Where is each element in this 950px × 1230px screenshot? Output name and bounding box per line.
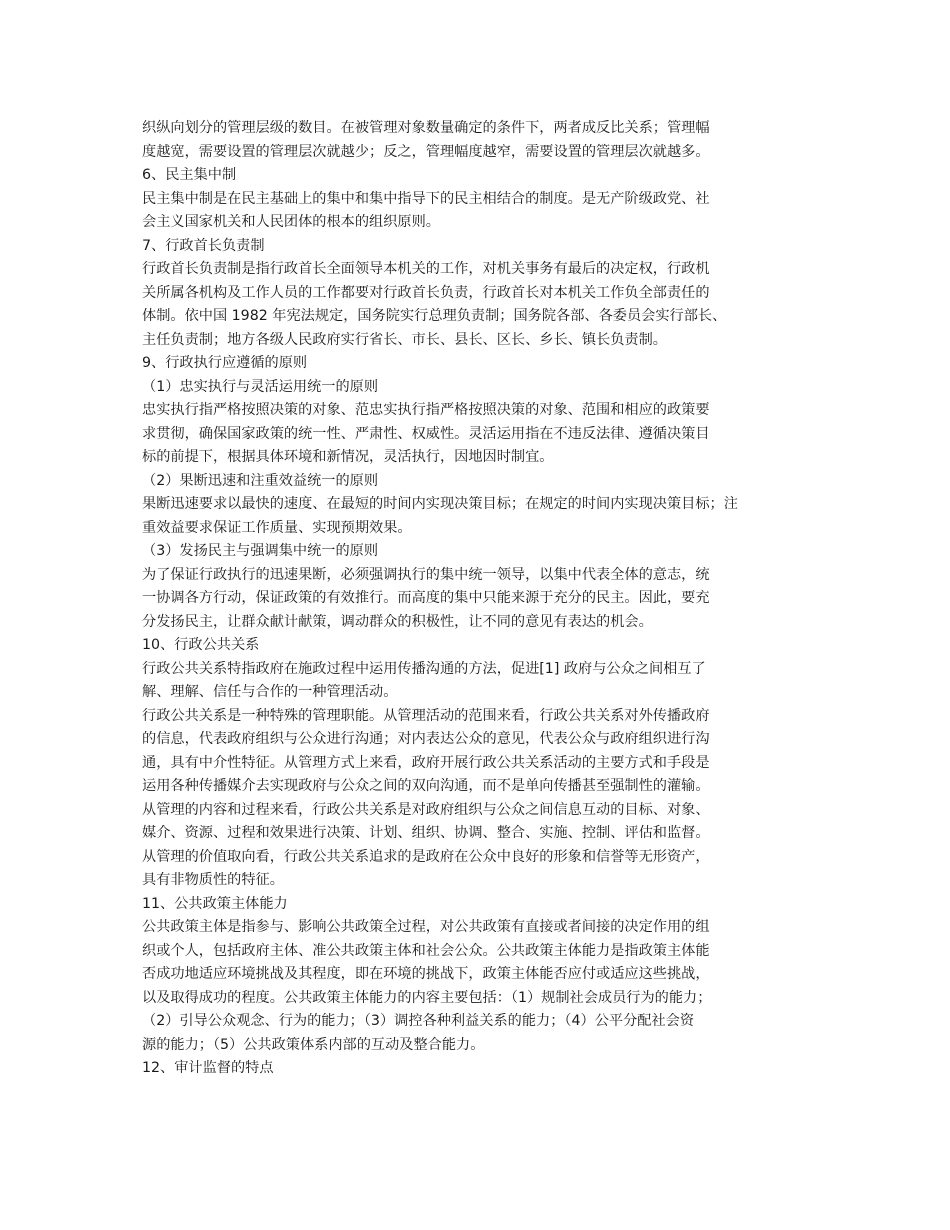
section-heading: 11、公共政策主体能力 (142, 895, 288, 912)
paragraph-line: 标的前提下，根据具体环境和新情况，灵活执行，因地因时制宜。 (142, 449, 554, 465)
paragraph-line: 否成功地适应环境挑战及其程度，即在环境的挑战下，政策主体能否应付或适应这些挑战， (142, 966, 710, 982)
paragraph-line: 忠实执行指严格按照决策的对象、范忠实执行指严格按照决策的对象、范围和相应的政策要 (142, 402, 710, 418)
paragraph-line: 织纵向划分的管理层级的数目。在被管理对象数量确定的条件下，两者成反比关系；管理幅 (142, 120, 710, 136)
paragraph-line: 解、理解、信任与合作的一种管理活动。 (142, 684, 398, 700)
paragraph-line: 分发扬民主，让群众献计献策，调动群众的积极性，让不同的意见有表达的机会。 (142, 613, 653, 630)
paragraph-line: 运用各种传播媒介去实现政府与公众之间的双向沟通，而不是单向传播甚至强制性的灌输。 (142, 778, 710, 794)
paragraph-line: 源的能力；（5）公共政策体系内部的互动及整合能力。 (142, 1036, 485, 1053)
paragraph-line: 会主义国家机关和人民团体的根本的组织原则。 (142, 214, 440, 230)
paragraph-line: 求贯彻，确保国家政策的统一性、严肃性、权威性。灵活运用指在不违反法律、遵循决策目 (142, 425, 710, 442)
paragraph-line: 通，具有中介性特征。从管理方式上来看，政府开展行政公共关系活动的主要方式和手段是 (142, 754, 710, 771)
paragraph-line: 果断迅速要求以最快的速度、在最短的时间内实现决策目标；在规定的时间内实现决策目标；注 (142, 496, 738, 512)
section-heading: 12、审计监督的特点 (142, 1060, 274, 1076)
paragraph-line: 的信息，代表政府组织与公众进行沟通；对内表达公众的意见，代表公众与政府组织进行沟 (142, 731, 710, 747)
paragraph-line: 织或个人，包括政府主体、准公共政策主体和社会公众。公共政策主体能力是指政策主体能 (142, 942, 710, 959)
paragraph-line: 体制。依中国 1982 年宪法规定，国务院实行总理负责制；国务院各部、各委员会实行部长、 (142, 308, 727, 324)
paragraph-line: 以及取得成功的程度。公共政策主体能力的内容主要包括：（1）规制社会成员行为的能力； (142, 989, 712, 1006)
paragraph-line: 媒介、资源、过程和效果进行决策、计划、组织、协调、整合、实施、控制、评估和监督。 (142, 825, 710, 841)
paragraph-line: 行政公共关系是一种特殊的管理职能。从管理活动的范围来看，行政公共关系对外传播政府 (142, 707, 710, 724)
paragraph-line: 具有非物质性的特征。 (142, 872, 284, 888)
paragraph-line: 从管理的价值取向看，行政公共关系追求的是政府在公众中良好的形象和信誉等无形资产， (142, 848, 710, 865)
subsection-heading: （2）果断迅速和注重效益统一的原则 (142, 472, 379, 489)
document-page (142, 117, 814, 1081)
paragraph-line: 重效益要求保证工作质量、实现预期效果。 (142, 519, 412, 536)
section-heading: 6、民主集中制 (142, 167, 237, 183)
paragraph-line: 公共政策主体是指参与、影响公共政策全过程，对公共政策有直接或者间接的决定作用的组 (142, 919, 710, 935)
paragraph-line: 主任负责制；地方各级人民政府实行省长、市长、县长、区长、乡长、镇长负责制。 (142, 331, 667, 348)
paragraph-line: （2）引导公众观念、行为的能力；（3）调控各种利益关系的能力；（4）公平分配社会资 (142, 1013, 695, 1029)
section-heading: 10、行政公共关系 (142, 637, 260, 653)
paragraph-line: 从管理的内容和过程来看，行政公共关系是对政府组织与公众之间信息互动的目标、对象、 (142, 801, 710, 818)
paragraph-line: 一协调各方行动，保证政策的有效推行。而高度的集中只能来源于充分的民主。因此，要充 (142, 590, 710, 606)
paragraph-line: 行政公共关系特指政府在施政过程中运用传播沟通的方法，促进[1] 政府与公众之间相互了 (142, 660, 706, 677)
paragraph-line: 行政首长负责制是指行政首长全面领导本机关的工作，对机关事务有最后的决定权，行政机 (142, 261, 710, 277)
paragraph-line: 为了保证行政执行的迅速果断，必须强调执行的集中统一领导，以集中代表全体的意志，统 (142, 566, 710, 583)
section-heading: 9、行政执行应遵循的原则 (142, 355, 308, 371)
paragraph-line: 关所属各机构及工作人员的工作都要对行政首长负责，行政首长对本机关工作负全部责任的 (142, 284, 710, 301)
paragraph-line: 度越宽，需要设置的管理层次就越少；反之，管理幅度越窄，需要设置的管理层次就越多。 (142, 143, 710, 160)
subsection-heading: （3）发扬民主与强调集中统一的原则 (142, 543, 379, 559)
subsection-heading: （1）忠实执行与灵活运用统一的原则 (142, 378, 379, 395)
section-heading: 7、行政首长负责制 (142, 237, 265, 254)
paragraph-line: 民主集中制是在民主基础上的集中和集中指导下的民主相结合的制度。是无产阶级政党、社 (142, 190, 710, 207)
